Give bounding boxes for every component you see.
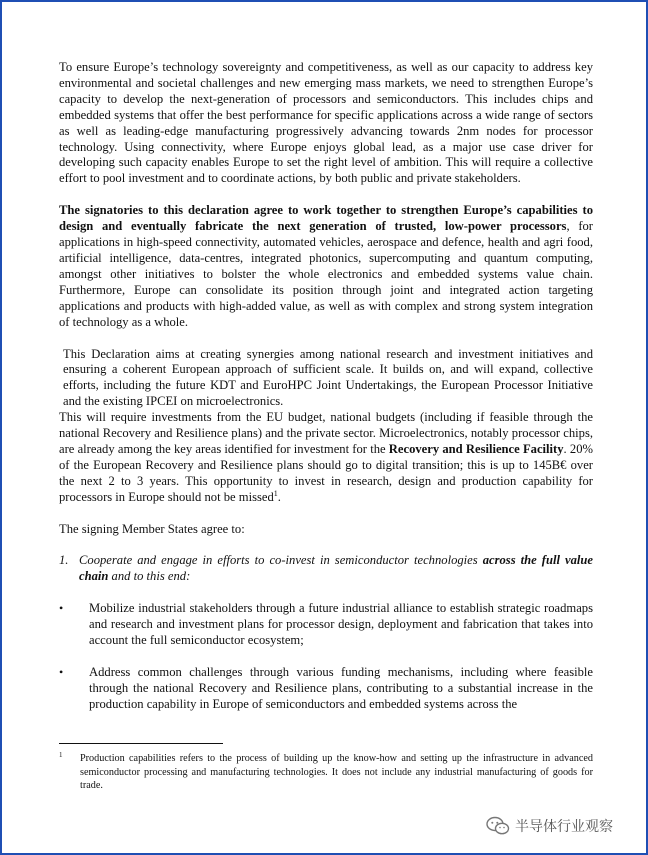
item-emphasis: across the full value chain [79,553,593,584]
rrf-label: Recovery and Resilience Facility [388,441,564,456]
bullet-icon: • [59,665,64,679]
wechat-icon [486,816,510,836]
footnote-divider [59,743,223,744]
watermark-text: 半导体行业观察 [515,819,613,835]
paragraph-signatories [59,203,593,330]
paragraph-declaration: This Declaration aims at creating synergies among national research and investment initiatives and ensuring a coherent European approach of sufficient scale. It builds on, and will expand, collective efforts, including the future KDT and EuroHPC Joint Undertakings, the European Processor Initiative and the existing IPCEI on microelectronics. [63,346,593,409]
watermark [486,816,613,836]
signatories-rest: , for applications in high-speed connectivity, automated vehicles, aerospace and defence, health and agri food, artificial intelligence, data-centres, integrated photonics, supercomputing and quantum computing, amongst other initiatives to bolster the whole electronics and embedded systems value chain. Furthermore, Europe can consolidate its position through joint and integrated action targeting applications and products with high-added value, as well as with complex and strong system integration of technology as a whole. [59,219,593,329]
footnote-text: Production capabilities refers to the process of building up the know-how and setting up the infrastructure in advanced semiconductor processing and manufacturing technologies. It does not include any industrial manufacturing of goods for trade. [80,753,593,791]
bullet-icon: • [59,601,64,616]
footnote [59,752,593,793]
document-body [59,60,593,713]
paragraph-signing-states: The signing Member States agree to: [59,521,245,536]
bullet-item [59,665,593,713]
signatories-statement: The signatories to this declaration agree to work together to strengthen Europe’s capabilities to design and eventually fabricate the next generation of trusted, low-power processors [59,203,593,234]
footnote-number: 1 [59,751,63,759]
bullet-item [59,601,593,649]
bullet-text: Address common challenges through various funding mechanisms, including where feasible through the national Recovery and Resilience plans, contributing to a substantial increase in the production capability in Europe of semiconductors and embedded systems across the [89,665,593,711]
footnote-reference[interactable]: 1 [273,488,278,498]
item-number: 1. [59,553,69,568]
paragraph-intro: To ensure Europe’s technology sovereignty and competitiveness, as well as our capacity to address key environmental and societal challenges and new emerging mass markets, we need to strengthen Europe’s capacity to develop the next-generation of processors and semiconductors. This includes chips and embedded systems that offer the best performance for specific applications across a wide range of sectors as well as leading-edge manufacturing progressively advancing towards 2nm nodes for processor technology. Using connectivity, where Europe enjoys global lead, as a major use case driver for developing such capacity enables Europe to set the right level of ambition. This will require a collective effort to pool investment and to coordinate actions, by both public and private stakeholders. [59,60,593,186]
paragraph-investments: This will require investments from the EU budget, national budgets (including if feasible through the national Recovery and Resilience plans) and the private sector. Microelectronics, notably processor chips, are already among the key areas identified for investment for the Recovery and Resilience Facility. 20% of the European Recovery and Resilience plans should go to digital transition; this is up to 145B€ over the next 2 to 3 years. This opportunity to invest in research, design and production capability for processors in Europe should not be missed$^1$. [59,410,593,504]
bullet-text: Mobilize industrial stakeholders through a future industrial alliance to establish strategic roadmaps and research and investment plans for processor design, deployment and fabrication that takes into account the full semiconductor ecosystem; [89,601,593,648]
numbered-item-1: 1. Cooperate and engage in efforts to co-invest in semiconductor technologies across the full value chain and to this end: [59,553,593,584]
